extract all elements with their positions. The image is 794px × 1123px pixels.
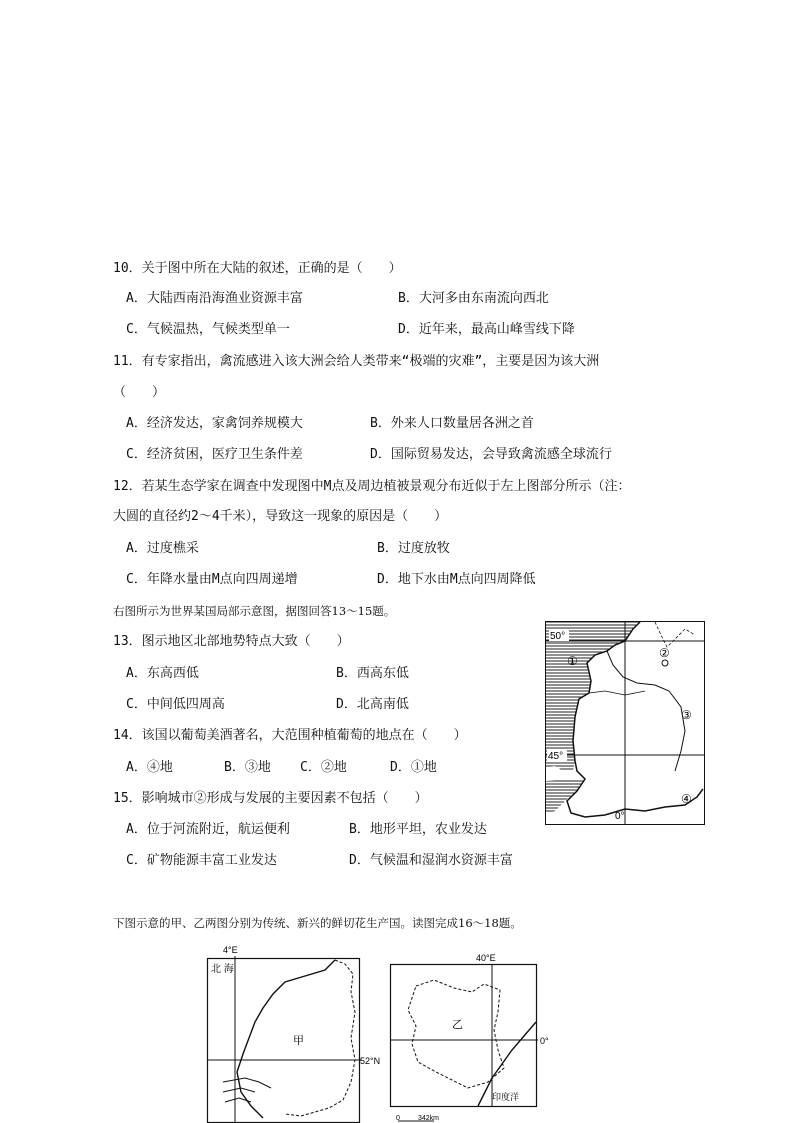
intro-13-15: 右图所示为世界某国局部示意图，据图回答13～15题。 — [113, 604, 396, 618]
q12-option-d: D．地下水由M点向四周降低 — [377, 572, 536, 587]
mark-4: ④ — [681, 792, 692, 806]
q10-option-a: A．大陆西南沿海渔业资源丰富 — [126, 291, 303, 306]
q13-option-b: B．西高东低 — [336, 666, 409, 681]
q11-stem-line1: 11．有专家指出，禽流感进入该大洲会给人类带来“极端的灾难”，主要是因为该大洲 — [113, 354, 600, 369]
yi-label: 乙 — [452, 1019, 463, 1031]
q12-stem-line2: 大圆的直径约2～4千米），导致这一现象的原因是（ ） — [113, 509, 448, 524]
q15-option-b: B．地形平坦，农业发达 — [349, 822, 487, 837]
q11-option-d: D．国际贸易发达，会导致禽流感全球流行 — [370, 447, 612, 462]
map-yi — [388, 950, 558, 1123]
yi-lat-label: 0° — [540, 1036, 549, 1046]
q13-option-a: A．东高西低 — [126, 666, 199, 681]
q15-option-d: D．气候温和湿润水资源丰富 — [349, 853, 513, 868]
france-map — [545, 621, 705, 825]
q12-stem-line1: 12．若某生态学家在调查中发现图中M点及周边植被景观分布近似于左上图部分所示（注： — [113, 479, 631, 494]
yi-scale-end: 342km — [418, 1115, 440, 1122]
q13-stem: 13．图示地区北部地势特点大致（ ） — [113, 634, 350, 649]
lon-0-label: 0° — [615, 811, 625, 822]
q14-option-c: C．②地 — [300, 760, 347, 775]
q14-stem: 14．该国以葡萄美酒著名，大范围种植葡萄的地点在（ ） — [113, 728, 467, 743]
q12-option-c: C．年降水量由M点向四周递增 — [126, 572, 298, 587]
q10-stem: 10．关于图中所在大陆的叙述，正确的是（ ） — [113, 261, 402, 276]
yi-scale-zero: 0 — [396, 1115, 400, 1122]
q10-option-b: B．大河多由东南流向西北 — [398, 291, 549, 306]
city-2-dot — [662, 660, 668, 666]
q12-option-a: A．过度樵采 — [126, 541, 199, 556]
jia-label: 甲 — [293, 1035, 304, 1047]
q11-option-c: C．经济贫困，医疗卫生条件差 — [126, 447, 303, 462]
q10-option-c: C．气候温热，气候类型单一 — [126, 322, 290, 337]
mark-3: ③ — [681, 708, 692, 722]
q15-stem: 15．影响城市②形成与发展的主要因素不包括（ ） — [113, 791, 428, 806]
jia-sea-label: 北 海 — [211, 964, 234, 975]
q14-option-b: B．③地 — [224, 760, 271, 775]
yi-ocean-label: 印度洋 — [492, 1092, 520, 1102]
q15-option-c: C．矿物能源丰富工业发达 — [126, 853, 277, 868]
mark-1: ① — [567, 654, 578, 668]
q12-option-b: B．过度放牧 — [377, 541, 450, 556]
yi-lon-label: 40°E — [476, 953, 496, 963]
q14-option-d: D．①地 — [390, 760, 437, 775]
jia-lat-label: 52°N — [360, 1056, 381, 1066]
jia-lon-label: 4°E — [223, 945, 238, 955]
mark-2: ② — [659, 646, 670, 660]
q15-option-a: A．位于河流附近，航运便利 — [126, 822, 290, 837]
q14-option-a: A．④地 — [126, 760, 173, 775]
lat-50-label: 50° — [550, 631, 566, 642]
q11-stem-line2: （ ） — [113, 385, 166, 400]
intro-16-18: 下图示意的甲、乙两图分别为传统、新兴的鲜切花生产国。读图完成16～18题。 — [113, 916, 522, 930]
q11-option-a: A．经济发达，家禽饲养规模大 — [126, 416, 303, 431]
map-jia — [205, 942, 385, 1123]
q11-option-b: B．外来人口数量居各洲之首 — [370, 416, 534, 431]
lat-45-label: 45° — [548, 751, 564, 762]
q13-option-c: C．中间低四周高 — [126, 697, 225, 712]
q10-option-d: D．近年来，最高山峰雪线下降 — [398, 322, 575, 337]
q13-option-d: D．北高南低 — [336, 697, 409, 712]
